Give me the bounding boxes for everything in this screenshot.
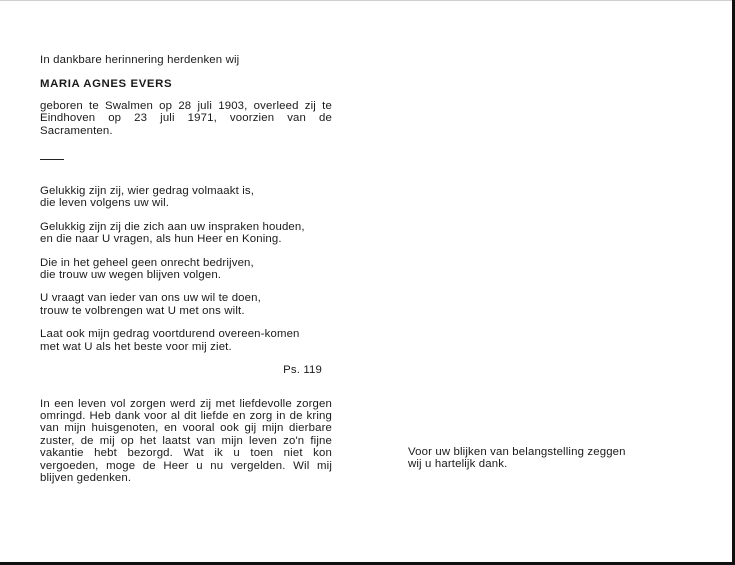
verse-source: Ps. 119 [283, 364, 322, 377]
verse-line: Gelukkig zijn zij die zich aan uw inspraken houden, [40, 220, 305, 233]
verse-block [40, 221, 332, 246]
verse-line: Laat ook mijn gedrag voortdurend overeen-komen [40, 328, 300, 341]
verse-line: en die naar U vragen, als hun Heer en Koning. [40, 233, 282, 246]
verse-block [40, 328, 332, 353]
divider-line [40, 159, 64, 160]
verse-line: met wat U als het beste voor mij ziet. [40, 340, 232, 353]
bio-text: geboren te Swalmen op 28 juli 1903, overleed zij te Eindhoven op 23 juli 1971, voorzien van de Sacramenten. [40, 99, 332, 137]
deceased-name: MARIA AGNES EVERS [40, 78, 173, 91]
verse-block [40, 185, 332, 210]
thanks-line: Voor uw blijken van belangstelling zeggen [408, 446, 626, 458]
verse-line: Gelukkig zijn zij, wier gedrag volmaakt is, [40, 185, 255, 198]
verse-block [40, 257, 332, 282]
verse-line: trouw te volbrengen wat U met ons wilt. [40, 304, 245, 317]
memorial-left-column [40, 54, 332, 484]
verse-block [40, 292, 332, 317]
thanks-text [408, 446, 688, 471]
verse-line: die leven volgens uw wil. [40, 197, 170, 210]
tribute-text: In een leven vol zorgen werd zij met liefdevolle zorgen omringd. Heb dank voor al dit liefde en zorg in de kring van mijn huisgenoten, en vooral ook gij mijn dierbare zuster, de mij op het laatst van mijn leven zo'n fijne vakantie hebt bezorgd. Wat ik u toen niet kon vergoeden, moge de Heer u nu vergelden. Wil mij blijven gedenken. [40, 397, 332, 484]
psalm-verses [40, 185, 332, 353]
verse-line: U vraagt van ieder van ons uw wil te doen, [40, 292, 261, 305]
thanks-line: wij u hartelijk dank. [408, 458, 508, 471]
verse-line: die trouw uw wegen blijven volgen. [40, 269, 222, 282]
verse-line: Die in het geheel geen onrecht bedrijven, [40, 256, 254, 269]
card-top-edge [0, 0, 732, 1]
intro-text: In dankbare herinnering herdenken wij [40, 54, 240, 66]
